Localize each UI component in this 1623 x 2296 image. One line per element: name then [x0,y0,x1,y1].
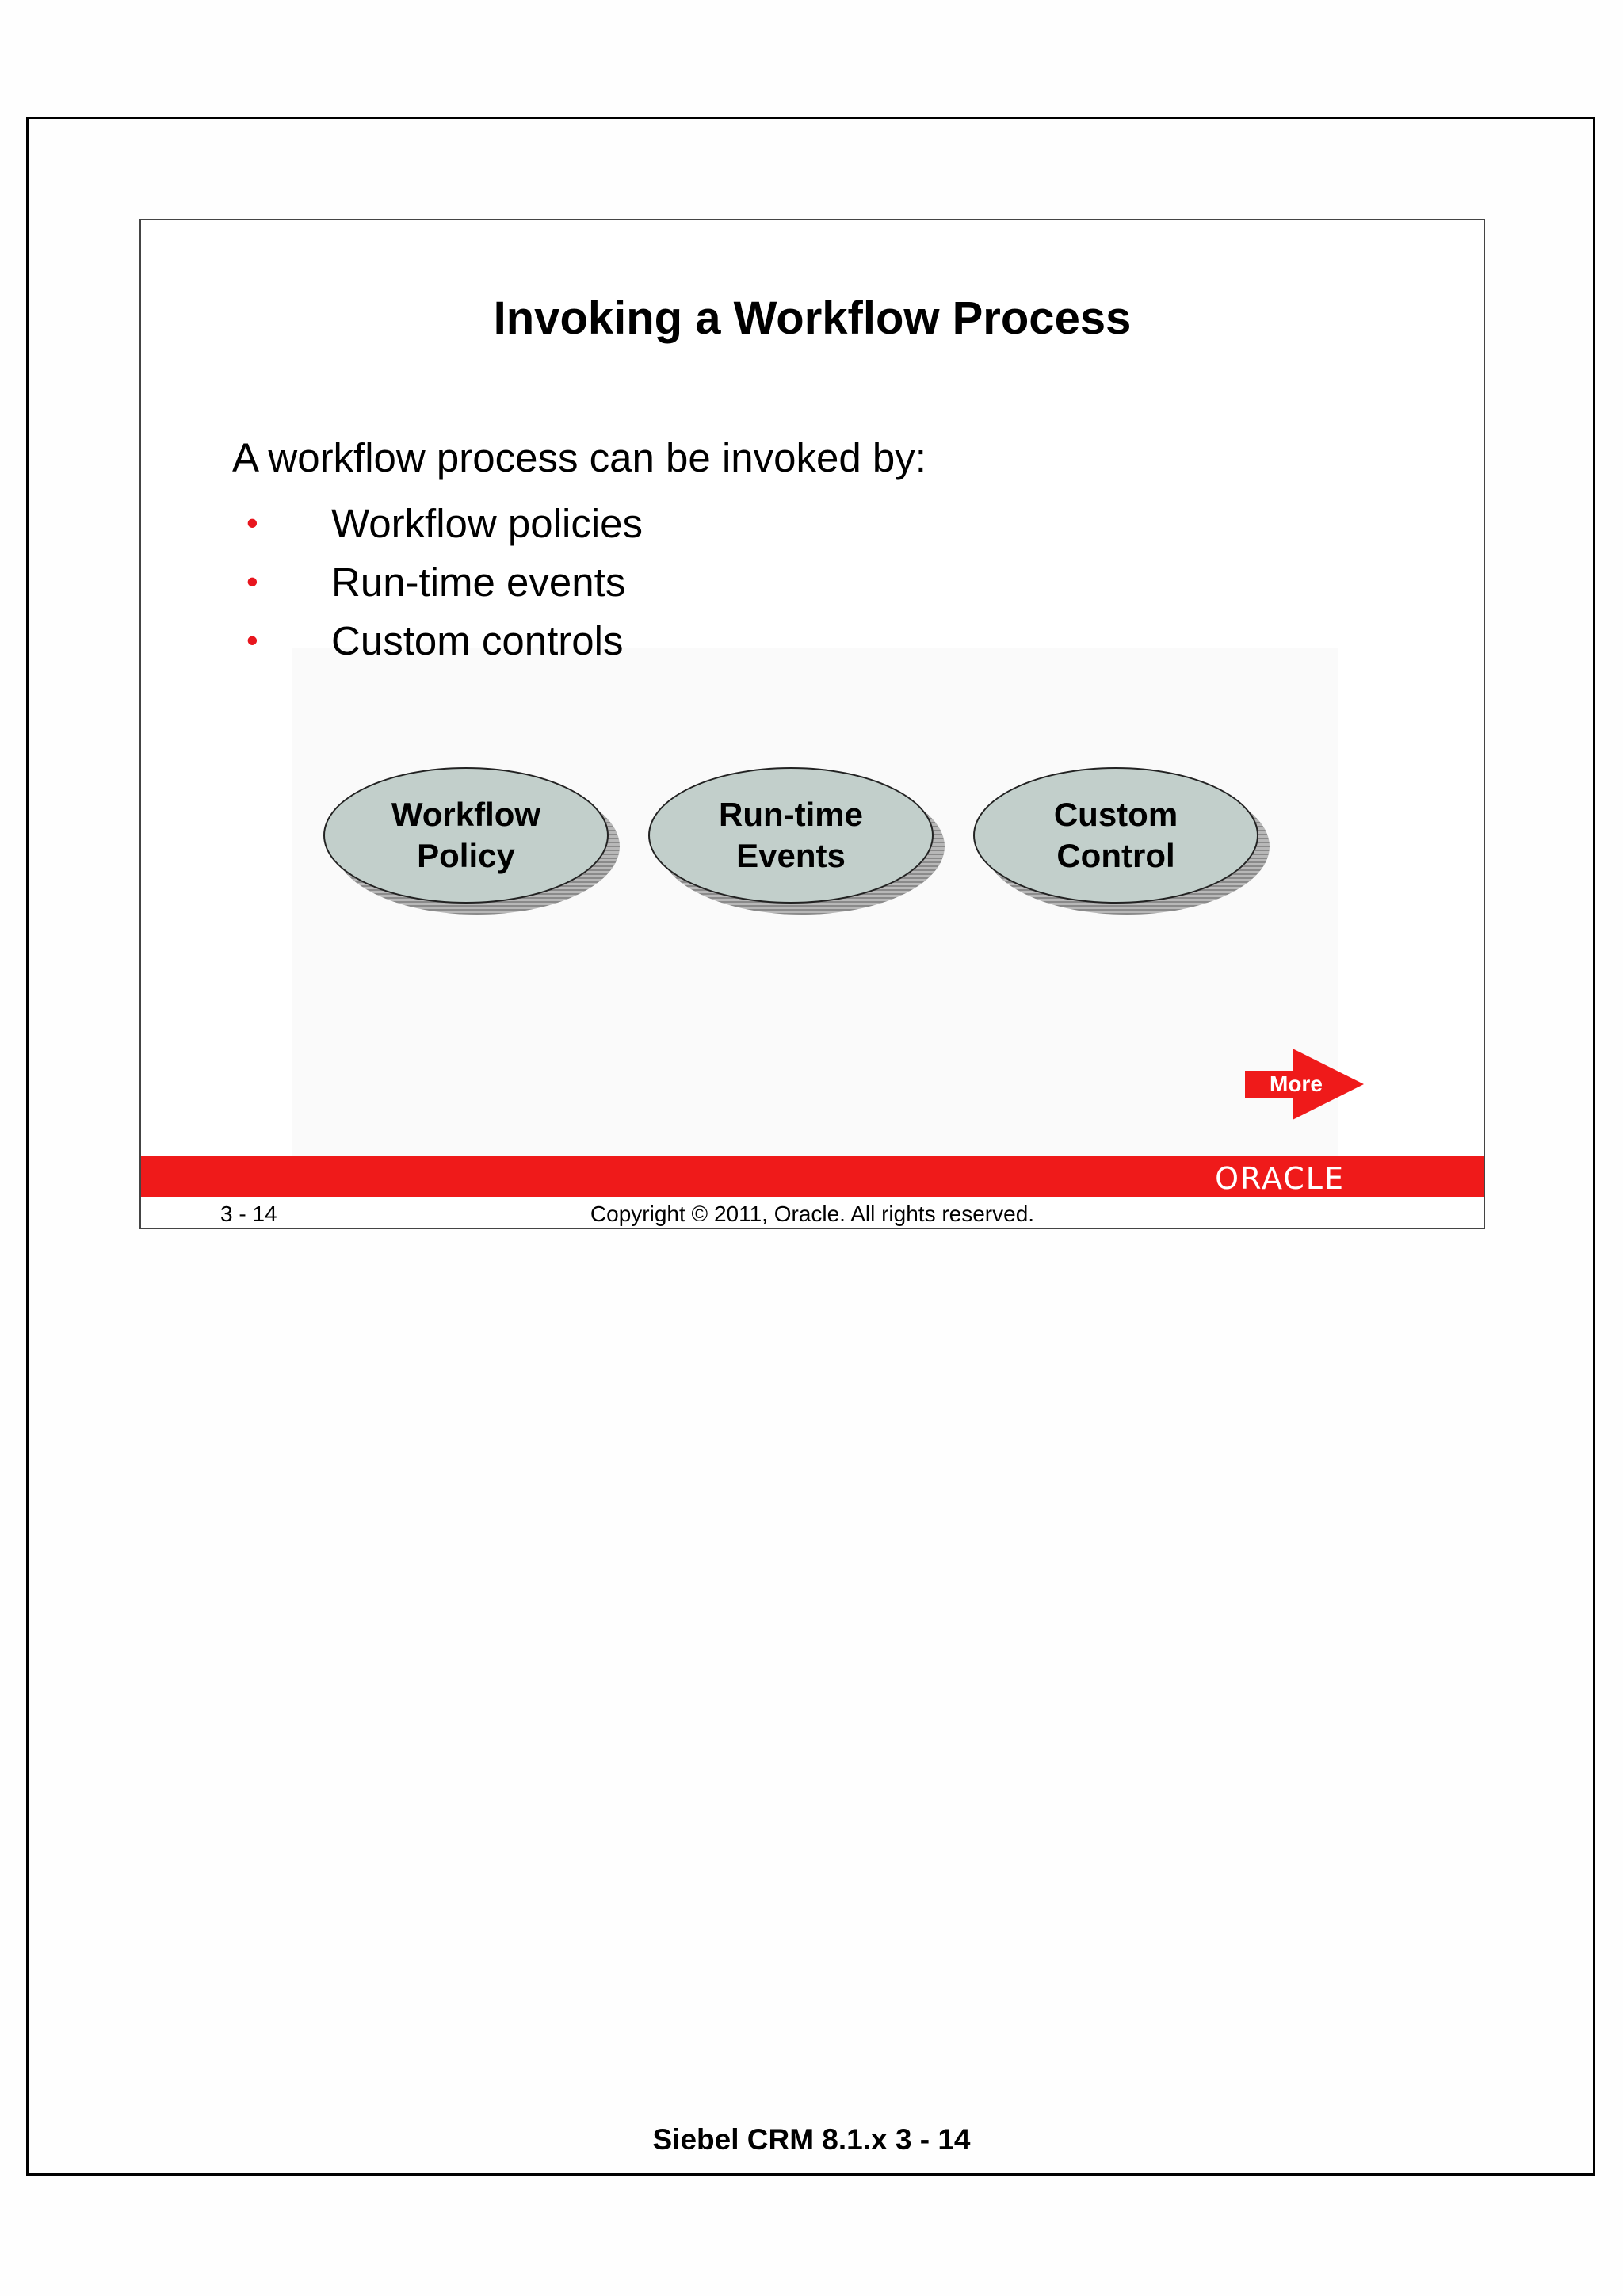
page-footer: Siebel CRM 8.1.x 3 - 14 [652,2123,971,2156]
slide-number: 3 - 14 [220,1201,277,1226]
oval-label-line: Policy [417,837,515,874]
intro-text: A workflow process can be invoked by: [232,435,926,480]
slide [139,219,1485,1229]
oval-label-line: Control [1056,837,1175,874]
oval-label-line: Events [736,837,846,874]
copyright-text: Copyright © 2011, Oracle. All rights reserved. [590,1201,1035,1226]
oracle-logo: ORACLE [1215,1161,1345,1196]
oval-label-line: Workflow [391,796,541,833]
oval-label-line: Run-time [719,796,863,833]
bullet-text: Workflow policies [331,500,643,546]
oval-label [1054,794,1178,877]
bullet-icon: • [246,621,258,659]
oval-label [719,794,863,877]
oval-label-line: Custom [1053,796,1178,833]
oval-shape [973,767,1258,904]
bullet-text: Custom controls [331,617,624,663]
oval-label [391,794,540,877]
slide-title: Invoking a Workflow Process [493,292,1132,344]
bullet-text: Run-time events [331,559,626,605]
oval-shape [648,767,934,904]
more-button[interactable]: More [1270,1072,1323,1096]
oval-shape [323,767,609,904]
bullet-icon: • [246,504,258,541]
bullet-icon: • [246,563,258,600]
